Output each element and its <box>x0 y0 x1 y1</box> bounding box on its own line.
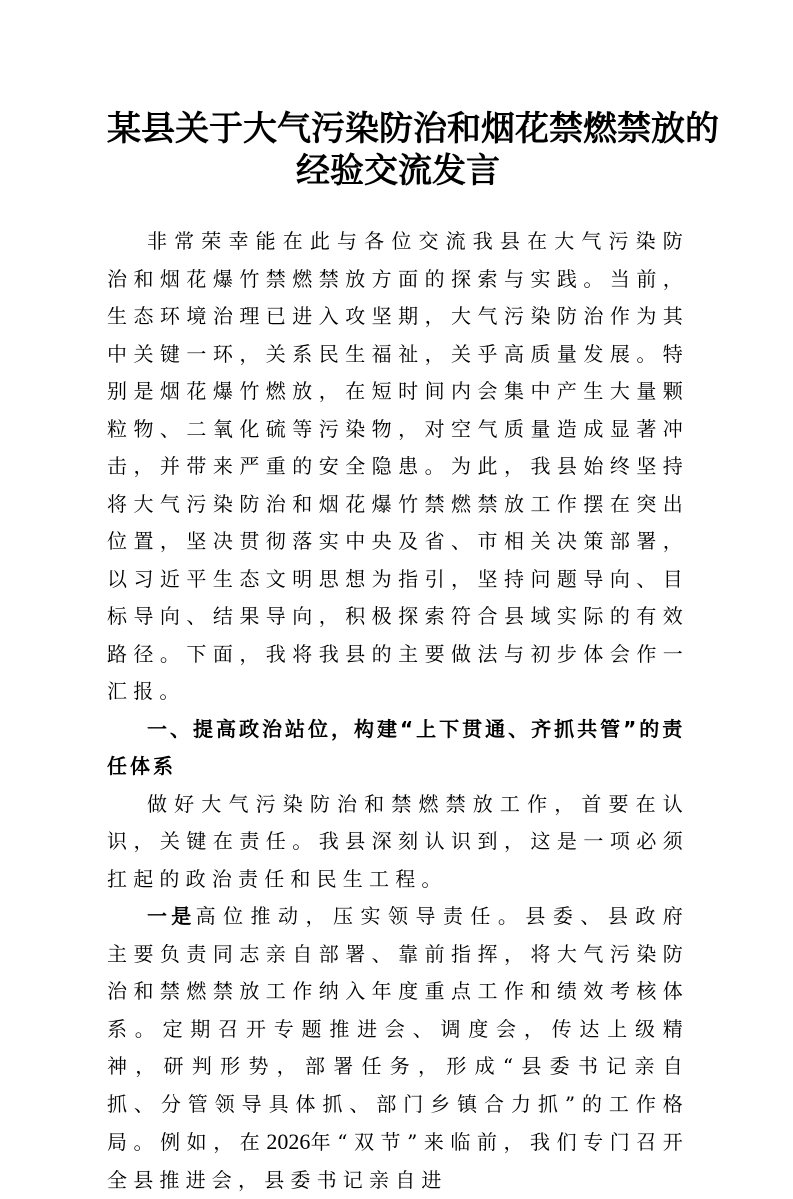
point-1-text-b: 年“双节”来临前，我们专门召开全县推进会，县委书记亲自进 <box>107 1130 690 1192</box>
section-1-paragraph: 做好大气污染防治和禁燃禁放工作，首要在认识，关键在责任。我县深刻认识到，这是一项必须扛起的政治责任和民生工程。 <box>107 791 689 891</box>
point-1-paragraph <box>107 898 689 1199</box>
point-1-year: 2026 <box>266 1129 311 1154</box>
document-page <box>107 108 719 1199</box>
document-title <box>107 108 719 192</box>
section-1-heading: 一、提高政治站位，构建“上下贯通、齐抓共管”的责任体系 <box>107 716 686 778</box>
title-line-1: 某县关于大气污染防治和烟花禁燃禁放的 <box>107 109 719 149</box>
intro-paragraph: 非常荣幸能在此与各位交流我县在大气污染防治和烟花爆竹禁燃禁放方面的探索与实践。当前，生态环境治理已进入攻坚期，大气污染防治作为其中关键一环，关系民生福祉，关乎高质量发展。特别是烟花爆竹燃放，在短时间内会集中产生大量颗粒物、二氧化硫等污染物，对空气质量造成显著冲击，并带来严重的安全隐患。为此，我县始终坚持将大气污染防治和烟花爆竹禁燃禁放工作摆在突出位置，坚决贯彻落实中央及省、市相关决策部署，以习近平生态文明思想为指引，坚持问题导向、目标导向、结果导向，积极探索符合县域实际的有效路径。下面，我将我县的主要做法与初步体会作一汇报。 <box>107 229 689 703</box>
point-1-lead: 一是 <box>147 904 196 928</box>
title-line-2: 经验交流发言 <box>296 151 500 191</box>
point-1-text-a: 高位推动，压实领导责任。县委、县政府主要负责同志亲自部署、靠前指挥，将大气污染防治和禁燃禁放工作纳入年度重点工作和绩效考核体系。定期召开专题推进会、调度会，传达上级精神，研判形势，部署任务，形成“县委书记亲自抓、分管领导具体抓、部门乡镇合力抓”的工作格局。例如，在 <box>107 904 690 1154</box>
